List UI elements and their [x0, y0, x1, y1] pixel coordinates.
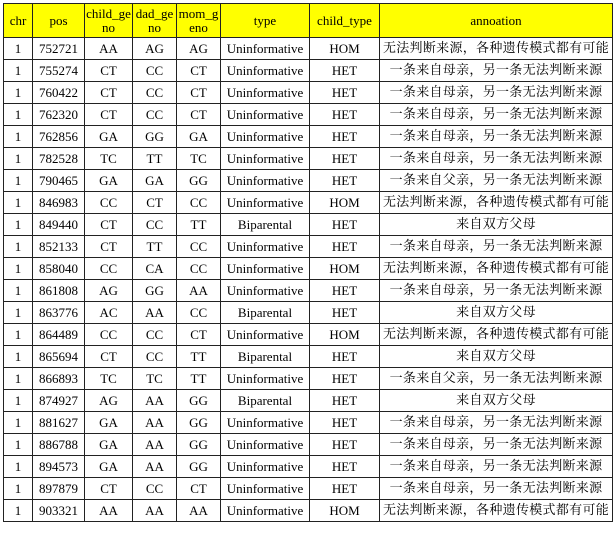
table-row — [4, 236, 613, 258]
cell-type: Uninformative — [221, 104, 310, 126]
cell-mom-geno: CC — [177, 192, 221, 214]
cell-pos: 861808 — [33, 280, 85, 302]
cell-type: Biparental — [221, 302, 310, 324]
cell-mom-geno: GG — [177, 434, 221, 456]
cell-child-geno: TC — [85, 368, 133, 390]
cell-dad-geno: AA — [133, 434, 177, 456]
table-row — [4, 82, 613, 104]
cell-child-geno: CT — [85, 346, 133, 368]
cell-chr: 1 — [4, 38, 33, 60]
cell-type: Uninformative — [221, 60, 310, 82]
cell-annoation: 一条来自父亲，另一条无法判断来源 — [380, 368, 613, 390]
cell-annoation: 来自双方父母 — [380, 302, 613, 324]
cell-dad-geno: AA — [133, 500, 177, 522]
cell-annoation: 一条来自母亲，另一条无法判断来源 — [380, 60, 613, 82]
cell-type: Uninformative — [221, 82, 310, 104]
cell-dad-geno: CC — [133, 82, 177, 104]
cell-chr: 1 — [4, 214, 33, 236]
cell-dad-geno: CC — [133, 60, 177, 82]
cell-mom-geno: TT — [177, 214, 221, 236]
cell-type: Uninformative — [221, 500, 310, 522]
cell-child-type: HET — [310, 214, 380, 236]
cell-dad-geno: TC — [133, 368, 177, 390]
table-header — [4, 4, 613, 38]
cell-dad-geno: TT — [133, 148, 177, 170]
cell-mom-geno: GA — [177, 126, 221, 148]
cell-type: Uninformative — [221, 192, 310, 214]
cell-dad-geno: AA — [133, 456, 177, 478]
cell-chr: 1 — [4, 346, 33, 368]
table-row — [4, 478, 613, 500]
cell-chr: 1 — [4, 192, 33, 214]
cell-pos: 865694 — [33, 346, 85, 368]
table-row — [4, 412, 613, 434]
cell-mom-geno: CT — [177, 60, 221, 82]
cell-type: Uninformative — [221, 170, 310, 192]
cell-pos: 886788 — [33, 434, 85, 456]
table-row — [4, 280, 613, 302]
cell-child-type: HET — [310, 346, 380, 368]
cell-annoation: 来自双方父母 — [380, 390, 613, 412]
cell-mom-geno: AA — [177, 500, 221, 522]
cell-type: Biparental — [221, 214, 310, 236]
cell-dad-geno: CC — [133, 214, 177, 236]
header-dad-geno: dad_geno — [133, 4, 177, 38]
cell-annoation: 无法判断来源，各种遗传模式都有可能 — [380, 500, 613, 522]
cell-annoation: 无法判断来源，各种遗传模式都有可能 — [380, 258, 613, 280]
cell-pos: 762320 — [33, 104, 85, 126]
genotype-table — [3, 3, 613, 522]
cell-child-type: HET — [310, 302, 380, 324]
cell-child-geno: CT — [85, 236, 133, 258]
cell-chr: 1 — [4, 324, 33, 346]
cell-mom-geno: TC — [177, 148, 221, 170]
cell-annoation: 一条来自母亲，另一条无法判断来源 — [380, 82, 613, 104]
cell-child-geno: CT — [85, 60, 133, 82]
cell-dad-geno: AA — [133, 390, 177, 412]
cell-annoation: 一条来自母亲，另一条无法判断来源 — [380, 280, 613, 302]
cell-annoation: 一条来自母亲，另一条无法判断来源 — [380, 236, 613, 258]
cell-dad-geno: GG — [133, 126, 177, 148]
cell-chr: 1 — [4, 368, 33, 390]
cell-type: Uninformative — [221, 368, 310, 390]
cell-annoation: 一条来自母亲，另一条无法判断来源 — [380, 434, 613, 456]
cell-child-type: HOM — [310, 258, 380, 280]
cell-mom-geno: CC — [177, 258, 221, 280]
cell-type: Uninformative — [221, 412, 310, 434]
cell-annoation: 一条来自母亲，另一条无法判断来源 — [380, 126, 613, 148]
cell-child-type: HET — [310, 60, 380, 82]
table-row — [4, 390, 613, 412]
cell-dad-geno: CT — [133, 192, 177, 214]
cell-annoation: 无法判断来源，各种遗传模式都有可能 — [380, 324, 613, 346]
table-row — [4, 60, 613, 82]
cell-mom-geno: AA — [177, 280, 221, 302]
cell-pos: 874927 — [33, 390, 85, 412]
cell-pos: 760422 — [33, 82, 85, 104]
cell-chr: 1 — [4, 82, 33, 104]
cell-child-geno: GA — [85, 170, 133, 192]
cell-child-type: HET — [310, 148, 380, 170]
cell-child-type: HET — [310, 390, 380, 412]
cell-chr: 1 — [4, 302, 33, 324]
cell-type: Uninformative — [221, 456, 310, 478]
cell-chr: 1 — [4, 60, 33, 82]
cell-pos: 897879 — [33, 478, 85, 500]
cell-child-type: HOM — [310, 324, 380, 346]
cell-pos: 846983 — [33, 192, 85, 214]
table-row — [4, 346, 613, 368]
cell-dad-geno: CA — [133, 258, 177, 280]
cell-dad-geno: AG — [133, 38, 177, 60]
cell-child-type: HOM — [310, 500, 380, 522]
cell-type: Uninformative — [221, 324, 310, 346]
cell-mom-geno: GG — [177, 456, 221, 478]
cell-annoation: 无法判断来源，各种遗传模式都有可能 — [380, 38, 613, 60]
table-row — [4, 214, 613, 236]
cell-dad-geno: GG — [133, 280, 177, 302]
cell-child-geno: AA — [85, 500, 133, 522]
cell-chr: 1 — [4, 258, 33, 280]
table-row — [4, 192, 613, 214]
table-row — [4, 104, 613, 126]
cell-child-geno: AG — [85, 280, 133, 302]
cell-type: Uninformative — [221, 434, 310, 456]
cell-type: Uninformative — [221, 126, 310, 148]
cell-dad-geno: CC — [133, 324, 177, 346]
table-row — [4, 148, 613, 170]
cell-dad-geno: TT — [133, 236, 177, 258]
cell-child-geno: AA — [85, 38, 133, 60]
cell-type: Uninformative — [221, 148, 310, 170]
table-row — [4, 170, 613, 192]
cell-mom-geno: GG — [177, 412, 221, 434]
cell-mom-geno: TT — [177, 368, 221, 390]
cell-type: Uninformative — [221, 236, 310, 258]
cell-chr: 1 — [4, 280, 33, 302]
cell-child-type: HET — [310, 104, 380, 126]
cell-annoation: 一条来自父亲，另一条无法判断来源 — [380, 170, 613, 192]
header-type: type — [221, 4, 310, 38]
header-annoation: annoation — [380, 4, 613, 38]
cell-pos: 903321 — [33, 500, 85, 522]
cell-dad-geno: GA — [133, 170, 177, 192]
cell-pos: 881627 — [33, 412, 85, 434]
cell-pos: 782528 — [33, 148, 85, 170]
header-mom-geno: mom_geno — [177, 4, 221, 38]
table-wrapper — [3, 3, 613, 522]
cell-child-type: HOM — [310, 192, 380, 214]
cell-mom-geno: AG — [177, 38, 221, 60]
cell-chr: 1 — [4, 412, 33, 434]
cell-mom-geno: CT — [177, 104, 221, 126]
cell-child-type: HET — [310, 368, 380, 390]
cell-annoation: 来自双方父母 — [380, 346, 613, 368]
cell-child-geno: GA — [85, 456, 133, 478]
cell-child-type: HET — [310, 236, 380, 258]
table-row — [4, 434, 613, 456]
cell-child-type: HET — [310, 412, 380, 434]
cell-type: Uninformative — [221, 258, 310, 280]
cell-child-type: HET — [310, 280, 380, 302]
cell-child-geno: CC — [85, 258, 133, 280]
cell-annoation: 来自双方父母 — [380, 214, 613, 236]
table-row — [4, 258, 613, 280]
cell-dad-geno: CC — [133, 346, 177, 368]
cell-mom-geno: GG — [177, 170, 221, 192]
cell-child-geno: CT — [85, 104, 133, 126]
cell-chr: 1 — [4, 236, 33, 258]
cell-mom-geno: CT — [177, 82, 221, 104]
cell-child-geno: CT — [85, 214, 133, 236]
cell-child-geno: CC — [85, 192, 133, 214]
cell-child-geno: CC — [85, 324, 133, 346]
cell-pos: 894573 — [33, 456, 85, 478]
cell-child-type: HOM — [310, 38, 380, 60]
cell-chr: 1 — [4, 456, 33, 478]
cell-child-type: HET — [310, 478, 380, 500]
cell-dad-geno: AA — [133, 302, 177, 324]
cell-mom-geno: TT — [177, 346, 221, 368]
table-row — [4, 368, 613, 390]
cell-annoation: 一条来自母亲，另一条无法判断来源 — [380, 104, 613, 126]
cell-pos: 752721 — [33, 38, 85, 60]
cell-child-geno: AG — [85, 390, 133, 412]
cell-annoation: 无法判断来源，各种遗传模式都有可能 — [380, 192, 613, 214]
cell-chr: 1 — [4, 434, 33, 456]
cell-chr: 1 — [4, 104, 33, 126]
cell-type: Uninformative — [221, 38, 310, 60]
table-row — [4, 500, 613, 522]
cell-pos: 849440 — [33, 214, 85, 236]
cell-chr: 1 — [4, 126, 33, 148]
cell-child-type: HET — [310, 170, 380, 192]
cell-type: Biparental — [221, 346, 310, 368]
cell-child-geno: GA — [85, 434, 133, 456]
cell-dad-geno: AA — [133, 412, 177, 434]
table-row — [4, 302, 613, 324]
cell-dad-geno: CC — [133, 478, 177, 500]
header-child-geno: child_geno — [85, 4, 133, 38]
cell-pos: 852133 — [33, 236, 85, 258]
cell-pos: 866893 — [33, 368, 85, 390]
cell-pos: 755274 — [33, 60, 85, 82]
cell-child-geno: AC — [85, 302, 133, 324]
cell-chr: 1 — [4, 390, 33, 412]
cell-pos: 790465 — [33, 170, 85, 192]
cell-annoation: 一条来自母亲，另一条无法判断来源 — [380, 478, 613, 500]
cell-pos: 864489 — [33, 324, 85, 346]
cell-dad-geno: CC — [133, 104, 177, 126]
cell-mom-geno: CT — [177, 324, 221, 346]
cell-child-type: HET — [310, 82, 380, 104]
cell-annoation: 一条来自母亲，另一条无法判断来源 — [380, 412, 613, 434]
cell-child-geno: GA — [85, 126, 133, 148]
cell-annoation: 一条来自母亲，另一条无法判断来源 — [380, 148, 613, 170]
table-row — [4, 456, 613, 478]
header-row — [4, 4, 613, 38]
header-pos: pos — [33, 4, 85, 38]
table-row — [4, 324, 613, 346]
cell-child-geno: TC — [85, 148, 133, 170]
table-row — [4, 126, 613, 148]
cell-chr: 1 — [4, 478, 33, 500]
table-row — [4, 38, 613, 60]
cell-child-type: HET — [310, 456, 380, 478]
cell-mom-geno: CC — [177, 302, 221, 324]
table-body — [4, 38, 613, 522]
cell-pos: 863776 — [33, 302, 85, 324]
cell-child-type: HET — [310, 434, 380, 456]
cell-mom-geno: CT — [177, 478, 221, 500]
cell-type: Biparental — [221, 390, 310, 412]
cell-annoation: 一条来自母亲，另一条无法判断来源 — [380, 456, 613, 478]
cell-type: Uninformative — [221, 280, 310, 302]
cell-mom-geno: GG — [177, 390, 221, 412]
cell-child-geno: CT — [85, 82, 133, 104]
cell-chr: 1 — [4, 170, 33, 192]
cell-child-geno: GA — [85, 412, 133, 434]
cell-child-type: HET — [310, 126, 380, 148]
cell-mom-geno: CC — [177, 236, 221, 258]
cell-type: Uninformative — [221, 478, 310, 500]
cell-pos: 762856 — [33, 126, 85, 148]
cell-pos: 858040 — [33, 258, 85, 280]
header-child-type: child_type — [310, 4, 380, 38]
cell-chr: 1 — [4, 148, 33, 170]
cell-child-geno: CT — [85, 478, 133, 500]
cell-chr: 1 — [4, 500, 33, 522]
header-chr: chr — [4, 4, 33, 38]
